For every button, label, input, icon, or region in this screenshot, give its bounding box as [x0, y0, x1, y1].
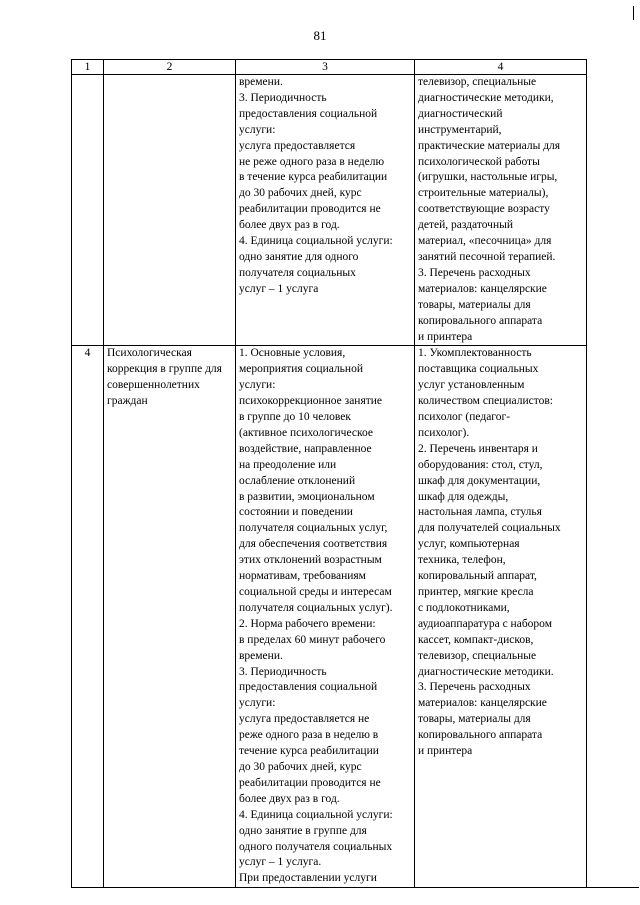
text-line: копировального аппарата [418, 314, 543, 327]
text-line: коррекция в группе для [107, 363, 222, 376]
table-row [72, 75, 587, 346]
text-line: психокоррекционное занятие [239, 395, 383, 408]
text-line: психолог (педагог- [418, 411, 511, 424]
text-line: диагностические методики, [418, 91, 554, 104]
text-line: в пределах 60 минут рабочего [239, 633, 386, 646]
text-line: этих отклонений возрастным [239, 554, 382, 567]
text-line: услуга предоставляется [239, 139, 356, 152]
text-line: 3. Перечень расходных [418, 681, 531, 694]
text-line: диагностический [418, 107, 503, 120]
row-number: 4 [72, 346, 104, 888]
text-line: в развитии, эмоциональном [239, 490, 375, 503]
text-line: предоставления социальной [239, 681, 378, 694]
page-number: 81 [313, 28, 327, 43]
text-line: материал, «песочница» для [418, 235, 552, 248]
text-line: мероприятия социальной [239, 363, 363, 376]
text-line: копировального аппарата [418, 729, 543, 742]
text-line: ослабление отклонений [239, 474, 356, 487]
text-line: поставщика социальных [418, 363, 539, 376]
text-line: получателя социальных [239, 266, 356, 279]
text-line: товары, материалы для [418, 298, 531, 311]
text-line: телевизор, специальные [418, 649, 537, 662]
text-line: времени. [239, 649, 283, 662]
text-line: реже одного раза в неделю в [239, 729, 379, 742]
text-line: кассет, компакт-дисков, [418, 633, 534, 646]
header-col-3: 3 [236, 60, 415, 75]
text-line: социальной среды и интересам [239, 586, 392, 598]
text-line: более двух раз в год. [239, 219, 340, 232]
service-name [104, 346, 236, 888]
text-line: и принтера [418, 330, 473, 343]
text-line: в группе до 10 человек [239, 411, 351, 424]
text-line: настольная лампа, стулья [418, 506, 542, 519]
text-line: 1. Укомплектованность [418, 347, 532, 360]
text-line: для обеспечения соответствия [239, 538, 388, 551]
text-line: получателя социальных услуг). [239, 601, 393, 614]
header-row [72, 60, 587, 75]
text-line: оборудования: стол, стул, [418, 458, 543, 471]
text-line: психолог). [418, 426, 470, 439]
text-line: состоянии и поведении [239, 506, 353, 519]
text-line: до 30 рабочих дней, курс [239, 760, 362, 773]
text-line: телевизор, специальные [418, 76, 537, 88]
table-row [72, 346, 587, 888]
text-line: инструментарий, [418, 123, 502, 136]
text-line: строительные материалы), [418, 187, 549, 200]
text-line: на преодоление или [239, 458, 337, 471]
text-line: 1. Основные условия, [239, 347, 346, 360]
service-resources [415, 75, 587, 346]
text-line: реабилитации проводится не [239, 776, 381, 789]
text-line: до 30 рабочих дней, курс [239, 187, 362, 200]
text-line: предоставления социальной [239, 107, 378, 120]
text-line: более двух раз в год. [239, 792, 340, 805]
text-line: 4. Единица социальной услуги: [239, 808, 393, 821]
text-line: 2. Перечень инвентаря и [418, 442, 538, 455]
text-line: материалов: канцелярские [418, 282, 547, 295]
service-conditions [236, 346, 415, 888]
header-col-1: 1 [72, 60, 104, 75]
text-line: услуги: [239, 697, 276, 710]
text-line: психологической работы [418, 155, 540, 168]
text-line: одного получателя социальных [239, 840, 393, 853]
service-conditions [236, 75, 415, 346]
text-line: реабилитации проводится не [239, 203, 381, 216]
text-line: детей, раздаточный [418, 219, 513, 232]
text-line: нормативам, требованиям [239, 570, 366, 583]
text-line: практические материалы для [418, 139, 561, 152]
text-line: количеством специалистов: [418, 395, 553, 408]
text-line: 3. Периодичность [239, 91, 327, 104]
text-line: шкаф для одежды, [418, 490, 509, 503]
text-line: товары, материалы для [418, 713, 531, 726]
text-line: совершеннолетних [107, 379, 200, 392]
text-line: услуг – 1 услуга. [239, 856, 322, 869]
text-line: принтер, мягкие кресла [418, 586, 534, 598]
text-line: с подлокотниками, [418, 601, 510, 614]
text-line: услуг – 1 услуга [239, 282, 319, 295]
service-resources [415, 346, 587, 888]
text-line: техника, телефон, [418, 554, 506, 567]
text-line: соответствующие возрасту [418, 203, 550, 216]
text-line: (активное психологическое [239, 426, 373, 439]
text-line: услуг, компьютерная [418, 538, 520, 551]
text-line: аудиоаппаратура с набором [418, 617, 552, 630]
text-line: шкаф для документации, [418, 474, 541, 487]
text-line: течение курса реабилитации [239, 745, 379, 758]
services-table [71, 59, 587, 888]
text-line: 3. Перечень расходных [418, 266, 531, 279]
footer-rule [479, 887, 639, 888]
header-col-4: 4 [415, 60, 587, 75]
text-line: услуги: [239, 379, 276, 392]
text-line: 3. Периодичность [239, 665, 327, 678]
text-line: копировальный аппарат, [418, 570, 537, 583]
text-line: материалов: канцелярские [418, 697, 547, 710]
text-line: услуга предоставляется не [239, 713, 370, 726]
text-line: 2. Норма рабочего времени: [239, 617, 376, 630]
text-line: одно занятие для одного [239, 250, 359, 263]
text-line: времени. [239, 76, 283, 88]
text-line: занятий песочной терапией. [418, 250, 556, 263]
text-line: для получателей социальных [418, 522, 561, 535]
text-line: одно занятие в группе для [239, 824, 367, 837]
text-line: в течение курса реабилитации [239, 171, 388, 184]
text-line: не реже одного раза в неделю [239, 155, 385, 168]
text-line: получателя социальных услуг, [239, 522, 388, 535]
service-name [104, 75, 236, 346]
text-line: 4. Единица социальной услуги: [239, 235, 393, 248]
edge-mark [633, 6, 634, 20]
header-col-2: 2 [104, 60, 236, 75]
text-line: воздействие, направленное [239, 442, 372, 455]
text-line: Психологическая [107, 347, 192, 360]
row-number [72, 75, 104, 346]
text-line: и принтера [418, 745, 473, 758]
text-line: диагностические методики. [418, 665, 554, 678]
text-line: При предоставлении услуги [239, 872, 377, 885]
text-line: (игрушки, настольные игры, [418, 171, 558, 184]
text-line: услуги: [239, 123, 276, 136]
text-line: услуг установленным [418, 379, 525, 392]
text-line: граждан [107, 395, 148, 408]
